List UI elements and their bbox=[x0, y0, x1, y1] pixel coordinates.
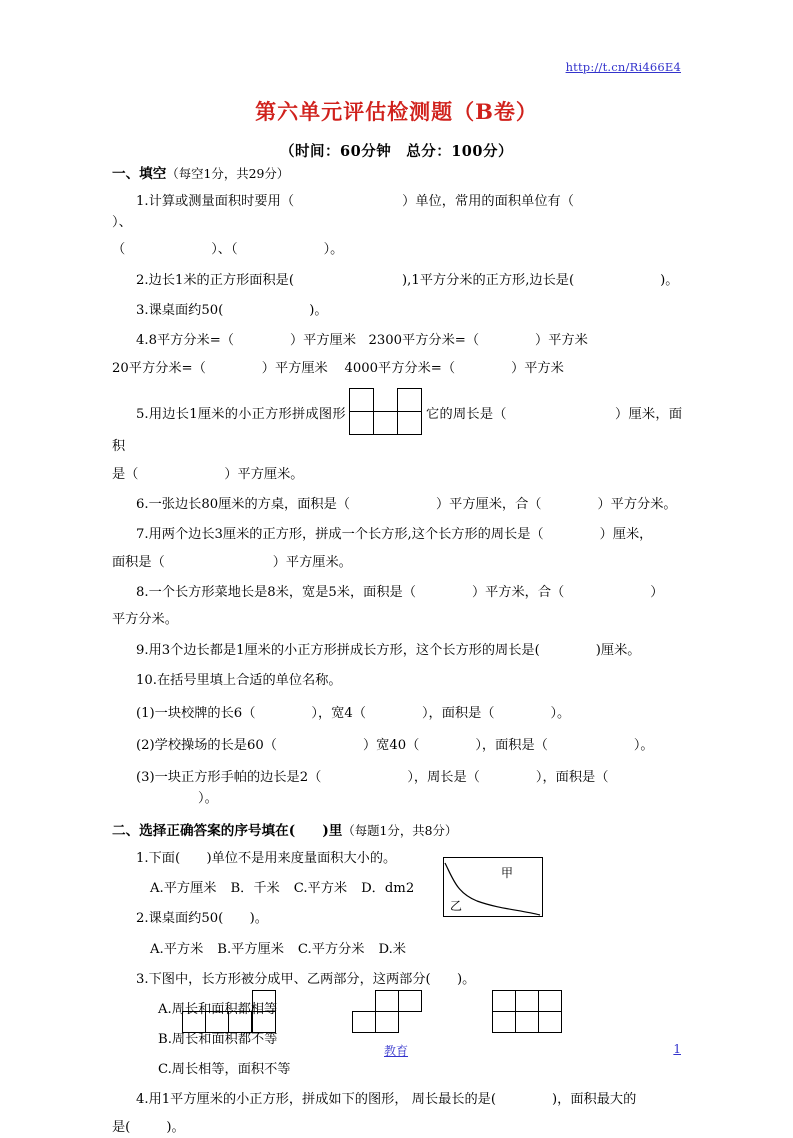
q2-text-a: 2.边长1米的正方形面积是( bbox=[136, 272, 294, 288]
question-1-8 bbox=[112, 582, 682, 603]
question-1-10-3 bbox=[112, 767, 682, 809]
s2-q3-text: 3.下图中，长方形被分成甲、乙两部分，这两部分( )。 bbox=[136, 971, 476, 987]
source-url-link[interactable]: http://t.cn/Ri466E4 bbox=[565, 60, 681, 74]
section-2-heading bbox=[112, 825, 682, 839]
grid-cell bbox=[538, 1011, 562, 1033]
grid-cell bbox=[397, 388, 422, 412]
q4-text-e: 20平方分米=（ bbox=[112, 360, 206, 376]
question-1-1 bbox=[112, 191, 682, 234]
q10-3-text-b: ），周长是（ bbox=[407, 769, 480, 785]
s2-q3-option-a[interactable]: A.周长和面积都相等 bbox=[158, 1002, 278, 1018]
q6-text-b: ）平方厘米，合（ bbox=[436, 496, 542, 512]
question-1-2 bbox=[112, 270, 682, 291]
s2-q4-text-a: 4.用1平方厘米的小正方形，拼成如下的图形， bbox=[136, 1092, 408, 1108]
s2-q3-option-c[interactable]: C.周长相等，面积不等 bbox=[158, 1062, 291, 1078]
q5-text-e: ）平方厘米。 bbox=[224, 466, 304, 482]
q8-text-d: 平方分米。 bbox=[112, 612, 178, 628]
q10-3-text-a: (3)一块正方形手帕的边长是2（ bbox=[136, 769, 322, 785]
q3-text-b: )。 bbox=[309, 303, 328, 319]
grid-cell bbox=[349, 411, 374, 435]
section-2-note: （每题1分，共8分） bbox=[342, 823, 458, 839]
q8-text-c: ） bbox=[650, 585, 664, 601]
question-2-4-cont bbox=[112, 1117, 682, 1138]
section-1-title: 一、填空 bbox=[112, 166, 167, 182]
s2-q2-text: 2.课桌面约50( )。 bbox=[136, 911, 268, 927]
s2-q4-text-e: )。 bbox=[166, 1119, 185, 1135]
grid-cell bbox=[352, 1011, 376, 1033]
q1-text-e: ）、（ bbox=[211, 242, 238, 258]
pentomino-figure bbox=[349, 388, 423, 436]
grid-cell bbox=[375, 1011, 399, 1033]
q10-2-text-c: ），面积是（ bbox=[475, 737, 548, 753]
s2-q2-option-a[interactable]: A.平方米 bbox=[150, 941, 204, 957]
shape-figure-3 bbox=[492, 990, 572, 1036]
page-title: 第六单元评估检测题（B卷） bbox=[255, 99, 538, 124]
question-2-2 bbox=[112, 908, 682, 929]
tiled-shapes-row bbox=[112, 986, 682, 1036]
question-1-7-cont bbox=[112, 552, 682, 573]
s2-q2-option-b[interactable]: B.平方厘米 bbox=[217, 941, 284, 957]
question-1-9 bbox=[112, 640, 682, 661]
q10-1-text-b: ），宽4（ bbox=[311, 705, 366, 721]
question-2-1-options bbox=[112, 878, 682, 899]
page-subtitle: （时间：60分钟 总分：100分） bbox=[280, 143, 513, 160]
q4-text-h: ）平方米 bbox=[511, 360, 564, 376]
q10-1-text-c: ），面积是（ bbox=[421, 705, 495, 721]
q9-text-b: )厘米。 bbox=[595, 642, 641, 658]
grid-cell bbox=[492, 1011, 516, 1033]
question-2-4 bbox=[112, 1089, 682, 1110]
q4-text-b: ）平方厘米 bbox=[289, 333, 356, 349]
q1-text-b: ）单位，常用的面积单位有（ bbox=[402, 193, 574, 209]
grid-cell bbox=[349, 388, 374, 412]
s2-q3-option-c-row bbox=[112, 1059, 682, 1080]
footer-link[interactable]: 教育 bbox=[384, 1044, 409, 1058]
q4-text-a: 4.8平方分米=（ bbox=[136, 333, 234, 349]
question-1-8-cont bbox=[112, 609, 682, 630]
q7-text-b: ）厘米， bbox=[599, 527, 653, 543]
question-1-6 bbox=[112, 494, 682, 515]
grid-cell bbox=[397, 411, 422, 435]
question-1-7 bbox=[112, 524, 682, 545]
question-1-3 bbox=[112, 300, 682, 321]
s2-q1-option-c[interactable]: C.平方米 bbox=[293, 881, 348, 897]
grid-cell bbox=[398, 990, 422, 1012]
page-number[interactable]: 1 bbox=[673, 1042, 681, 1056]
q8-text-a: 8.一个长方形菜地长是8米，宽是5米，面积是（ bbox=[136, 585, 416, 601]
question-1-5-cont bbox=[112, 464, 682, 485]
s2-q1-option-a[interactable]: A.平方厘米 bbox=[150, 881, 217, 897]
q2-text-c: )。 bbox=[660, 272, 679, 288]
q5-text-a: 5.用边长1厘米的小正方形拼成图形 bbox=[136, 407, 346, 423]
q10-1-text-a: (1)一块校牌的长6（ bbox=[136, 705, 256, 721]
q7-text-c: 面积是（ bbox=[112, 554, 165, 570]
grid-cell bbox=[492, 990, 516, 1012]
q10-3-text-d: ）。 bbox=[198, 790, 218, 806]
region-label-jia: 甲 bbox=[500, 866, 513, 880]
shape-figure-2 bbox=[352, 990, 432, 1036]
s2-q3-option-b[interactable]: B.周长和面积都不等 bbox=[158, 1032, 278, 1048]
q1-text-f: ）。 bbox=[323, 242, 344, 258]
q4-text-d: ）平方米 bbox=[535, 333, 588, 349]
q10-2-text-a: (2)学校操场的长是60（ bbox=[136, 737, 277, 753]
q4-text-c: 2300平方分米=（ bbox=[368, 333, 480, 349]
s2-q1-option-d[interactable]: D．dm2 bbox=[361, 881, 415, 897]
q7-text-a: 7.用两个边长3厘米的正方形，拼成一个长方形,这个长方形的周长是（ bbox=[136, 527, 544, 543]
s2-q2-option-d[interactable]: D.米 bbox=[378, 941, 406, 957]
q5-text-c: ）厘米，面积 bbox=[112, 407, 683, 455]
grid-cell bbox=[228, 1011, 252, 1033]
q10-text: 10.在括号里填上合适的单位名称。 bbox=[136, 673, 342, 689]
s2-q2-option-c[interactable]: C.平方分米 bbox=[297, 941, 365, 957]
q1-text-c: ）、 bbox=[112, 214, 132, 230]
grid-cell bbox=[252, 1011, 276, 1033]
q10-1-text-d: ）。 bbox=[550, 705, 571, 721]
q5-text-b: 它的周长是（ bbox=[425, 407, 507, 423]
section-2-title: 二、选择正确答案的序号填在( )里 bbox=[112, 823, 343, 840]
q2-text-b: ),1平方分米的正方形,边长是( bbox=[402, 272, 575, 288]
s2-q4-text-c: )，面积最大的 bbox=[552, 1092, 637, 1108]
grid-cell bbox=[375, 990, 399, 1012]
q7-text-d: ）平方厘米。 bbox=[272, 554, 352, 570]
question-2-1 bbox=[112, 848, 682, 869]
grid-cell bbox=[515, 1011, 539, 1033]
q1-text-a: 1.计算或测量面积时要用（ bbox=[136, 193, 295, 209]
question-1-10 bbox=[112, 670, 682, 691]
top-url-row bbox=[566, 56, 681, 75]
q4-text-g: 4000平方分米=（ bbox=[344, 360, 456, 376]
question-1-5 bbox=[112, 388, 682, 457]
rectangle-divided-figure bbox=[443, 857, 543, 917]
q4-text-f: ）平方厘米 bbox=[261, 360, 328, 376]
s2-q1-text: 1.下面( )单位不是用来度量面积大小的。 bbox=[136, 850, 397, 866]
question-1-4-cont bbox=[112, 358, 682, 379]
shape-figure-1 bbox=[182, 990, 292, 1036]
q3-text-a: 3.课桌面约50( bbox=[136, 303, 224, 319]
grid-cell bbox=[515, 990, 539, 1012]
question-1-1-cont bbox=[112, 239, 682, 260]
q9-text-a: 9.用3个边长都是1厘米的小正方形拼成长方形，这个长方形的周长是( bbox=[136, 642, 540, 658]
section-1-note: （每空1分，共29分） bbox=[166, 166, 290, 181]
q5-text-d: 是（ bbox=[112, 466, 139, 482]
section-1-heading bbox=[112, 168, 682, 182]
q1-text-d: （ bbox=[112, 242, 126, 258]
s2-q1-option-b[interactable]: B．千米 bbox=[230, 881, 280, 897]
q10-2-text-b: ）宽40（ bbox=[362, 737, 420, 753]
grid-cell bbox=[373, 411, 398, 435]
grid-cell bbox=[182, 1011, 206, 1033]
grid-cell bbox=[205, 1011, 229, 1033]
s2-q4-text-d: 是( bbox=[112, 1119, 131, 1135]
question-1-4 bbox=[112, 330, 682, 351]
q6-text-c: ）平方分米。 bbox=[597, 496, 677, 512]
q10-2-text-d: ）。 bbox=[633, 737, 654, 753]
q8-text-b: ）平方米，合（ bbox=[471, 585, 565, 601]
question-2-2-options bbox=[112, 939, 682, 960]
region-label-yi: 乙 bbox=[450, 899, 463, 913]
q10-3-text-c: ），面积是（ bbox=[535, 769, 609, 785]
q6-text-a: 6.一张边长80厘米的方桌，面积是（ bbox=[136, 496, 350, 512]
s2-q4-text-b: 周长最长的是( bbox=[411, 1092, 497, 1108]
question-1-10-2 bbox=[112, 735, 682, 756]
question-1-10-1 bbox=[112, 703, 682, 724]
grid-cell bbox=[252, 990, 276, 1012]
grid-cell bbox=[538, 990, 562, 1012]
